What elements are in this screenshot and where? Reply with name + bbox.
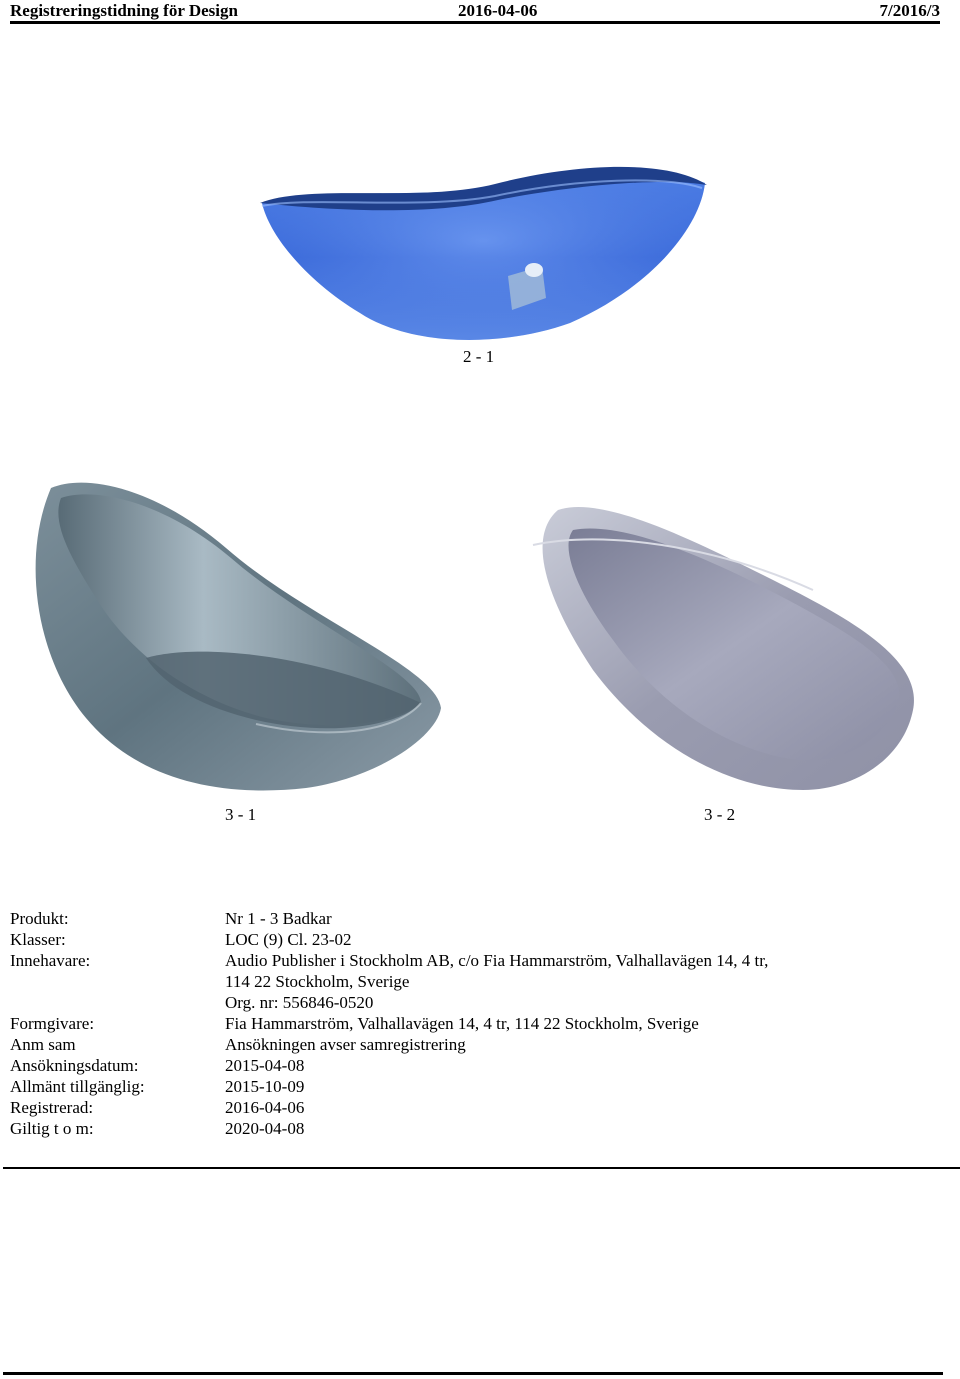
issue-number: 7/2016/3 <box>879 1 940 20</box>
registration-details <box>10 908 940 1139</box>
figure-3-2 <box>513 490 943 790</box>
detail-value: LOC (9) Cl. 23-02 <box>225 930 352 949</box>
publication-title: Registreringstidning för Design <box>10 1 238 20</box>
detail-label: Anm sam <box>10 1035 76 1054</box>
detail-value: Fia Hammarström, Valhallavägen 14, 4 tr, 114 22 Stockholm, Sverige <box>225 1014 699 1033</box>
detail-value: Audio Publisher i Stockholm AB, c/o Fia Hammarström, Valhallavägen 14, 4 tr, <box>225 951 769 970</box>
detail-row-application-date <box>10 1055 940 1076</box>
blue-bathtub-image <box>250 148 715 348</box>
detail-label: Formgivare: <box>10 1014 95 1033</box>
detail-value: Nr 1 - 3 Badkar <box>225 909 332 928</box>
detail-row-valid-until <box>10 1118 940 1139</box>
detail-value: Org. nr: 556846-0520 <box>225 993 374 1012</box>
page-header <box>10 0 940 20</box>
detail-value: 2016-04-06 <box>225 1098 305 1117</box>
detail-value: 114 22 Stockholm, Sverige <box>225 972 410 991</box>
detail-row-org-number <box>10 992 940 1013</box>
detail-label: Klasser: <box>10 930 66 949</box>
figure-2-1 <box>250 148 715 348</box>
grey-bathtub-image <box>513 490 943 790</box>
detail-value: 2015-10-09 <box>225 1077 305 1096</box>
detail-label: Allmänt tillgänglig: <box>10 1077 145 1096</box>
detail-value: 2015-04-08 <box>225 1056 305 1075</box>
detail-label: Giltig t o m: <box>10 1119 94 1138</box>
detail-row-classes <box>10 929 940 950</box>
figure-label-3-2: 3 - 2 <box>704 805 736 824</box>
figure-label-2-1: 2 - 1 <box>463 347 495 366</box>
detail-row-public-date <box>10 1076 940 1097</box>
detail-label: Innehavare: <box>10 951 91 970</box>
detail-row-holder-address <box>10 971 940 992</box>
publication-date: 2016-04-06 <box>458 1 538 20</box>
detail-value: 2020-04-08 <box>225 1119 305 1138</box>
header-rule <box>10 21 940 24</box>
figure-label-3-1: 3 - 1 <box>225 805 257 824</box>
figure-3-1 <box>16 478 444 808</box>
detail-value: Ansökningen avser samregistrering <box>225 1035 466 1054</box>
detail-label: Registrerad: <box>10 1098 94 1117</box>
footer-rule <box>3 1372 943 1375</box>
section-divider <box>3 1167 960 1169</box>
detail-label: Produkt: <box>10 909 69 928</box>
detail-row-holder <box>10 950 940 971</box>
detail-row-designer <box>10 1013 940 1034</box>
detail-row-registered-date <box>10 1097 940 1118</box>
detail-row-product <box>10 908 940 929</box>
detail-row-remark <box>10 1034 940 1055</box>
detail-label: Ansökningsdatum: <box>10 1056 139 1075</box>
grey-bathtub-image <box>16 478 444 808</box>
